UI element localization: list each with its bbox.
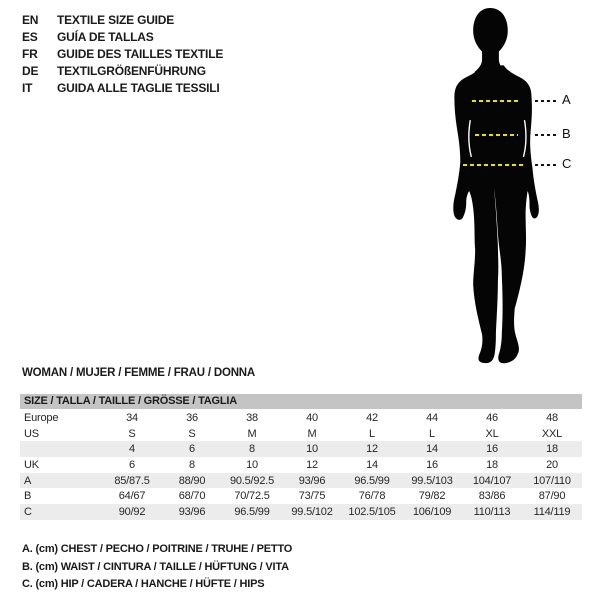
table-cell: 4 bbox=[129, 443, 135, 456]
table-cell: 90.5/92.5 bbox=[229, 474, 275, 487]
table-cell: 8 bbox=[189, 458, 195, 471]
table-cell: 6 bbox=[129, 458, 135, 471]
table-cell: 114/119 bbox=[533, 505, 571, 518]
language-code: EN bbox=[22, 13, 39, 27]
table-row bbox=[20, 457, 582, 473]
table-cell: 106/109 bbox=[412, 505, 452, 518]
table-row-label: B bbox=[24, 490, 32, 503]
table-cell: 10 bbox=[246, 458, 258, 471]
table-row-label: A bbox=[24, 474, 32, 487]
marker-label-b: B bbox=[562, 126, 571, 141]
table-cell: S bbox=[188, 427, 196, 440]
table-cell: L bbox=[369, 427, 375, 440]
table-cell: 48 bbox=[546, 411, 558, 424]
table-cell: 34 bbox=[126, 411, 138, 424]
table-cell: 102.5/105 bbox=[348, 505, 396, 518]
table-cell: XL bbox=[485, 427, 499, 440]
table-cell: 42 bbox=[366, 411, 378, 424]
measure-dashed-line-b bbox=[475, 134, 518, 136]
language-label: TEXTILE SIZE GUIDE bbox=[57, 13, 175, 27]
table-cell: 14 bbox=[426, 443, 438, 456]
table-cell: 14 bbox=[366, 458, 378, 471]
table-cell: 68/70 bbox=[178, 490, 206, 503]
table-cell: 107/110 bbox=[533, 474, 571, 487]
marker-label-a: A bbox=[562, 92, 571, 107]
table-cell: M bbox=[307, 427, 317, 440]
table-cell: 46 bbox=[486, 411, 498, 424]
table-row bbox=[20, 473, 582, 489]
table-cell: 18 bbox=[486, 458, 498, 471]
table-cell: 110/113 bbox=[473, 505, 511, 518]
table-cell: 104/107 bbox=[472, 474, 512, 487]
table-cell: 73/75 bbox=[298, 490, 326, 503]
language-label: GUIDE DES TAILLES TEXTILE bbox=[57, 47, 224, 61]
table-cell: XXL bbox=[541, 427, 563, 440]
leader-dotted-line-c bbox=[535, 164, 558, 166]
measure-dashed-line-c bbox=[463, 164, 524, 166]
table-cell: 38 bbox=[246, 411, 258, 424]
table-cell: 83/86 bbox=[478, 490, 506, 503]
leader-dotted-line-b bbox=[535, 134, 558, 136]
table-cell: 12 bbox=[366, 443, 378, 456]
table-cell: 88/90 bbox=[178, 474, 206, 487]
table-cell: 16 bbox=[426, 458, 438, 471]
language-label: GUÍA DE TALLAS bbox=[57, 30, 154, 44]
table-cell: 85/87.5 bbox=[114, 474, 150, 487]
language-code: ES bbox=[22, 30, 38, 44]
woman-body-shape bbox=[453, 65, 539, 363]
marker-label-c: C bbox=[562, 156, 572, 171]
table-row bbox=[20, 410, 582, 426]
table-cell: M bbox=[247, 427, 257, 440]
measurement-legend bbox=[22, 541, 292, 594]
language-code: DE bbox=[22, 64, 39, 78]
table-cell: 93/96 bbox=[298, 474, 326, 487]
table-cell: 40 bbox=[306, 411, 318, 424]
woman-head-shape bbox=[473, 8, 508, 72]
table-row bbox=[20, 488, 582, 504]
table-cell: 8 bbox=[249, 443, 255, 456]
language-code: IT bbox=[22, 81, 33, 95]
table-cell: 64/67 bbox=[118, 490, 146, 503]
table-row-label: US bbox=[24, 427, 39, 440]
measure-dashed-line-a bbox=[472, 100, 521, 102]
legend-row: A. (cm) CHEST / PECHO / POITRINE / TRUHE / PETTO bbox=[22, 543, 293, 555]
legend-row: B. (cm) WAIST / CINTURA / TAILLE / HÜFTUNG / VITA bbox=[22, 560, 289, 573]
table-cell: 70/72.5 bbox=[234, 490, 270, 503]
table-cell: 99.5/103 bbox=[411, 474, 453, 487]
table-cell: 96.5/99 bbox=[354, 474, 390, 487]
table-row-label: C bbox=[24, 505, 32, 518]
table-row bbox=[20, 426, 582, 442]
table-cell: 18 bbox=[546, 443, 558, 456]
table-row bbox=[20, 504, 582, 520]
table-cell: 12 bbox=[306, 458, 318, 471]
table-cell: 44 bbox=[426, 411, 438, 424]
table-row bbox=[20, 441, 582, 457]
legend-row: C. (cm) HIP / CADERA / HANCHE / HÜFTE / HIPS bbox=[22, 578, 265, 590]
table-cell: S bbox=[128, 427, 136, 440]
table-cell: 79/82 bbox=[418, 490, 446, 503]
table-cell: 93/96 bbox=[178, 505, 206, 518]
language-label: GUIDA ALLE TAGLIE TESSILI bbox=[57, 81, 220, 95]
table-row-label: Europe bbox=[24, 411, 59, 424]
table-cell: L bbox=[429, 427, 435, 440]
size-table-header: SIZE / TALLA / TAILLE / GRÖSSE / TAGLIA bbox=[20, 394, 582, 409]
table-cell: 10 bbox=[306, 443, 318, 456]
table-cell: 96.5/99 bbox=[234, 505, 270, 518]
woman-silhouette bbox=[428, 4, 548, 370]
table-cell: 87/90 bbox=[538, 490, 566, 503]
size-table-body bbox=[20, 410, 582, 520]
leader-dotted-line-a bbox=[535, 100, 558, 102]
table-row-label: UK bbox=[24, 458, 39, 471]
table-cell: 16 bbox=[486, 443, 498, 456]
gender-title: WOMAN / MUJER / FEMME / FRAU / DONNA bbox=[22, 367, 256, 379]
table-cell: 36 bbox=[186, 411, 198, 424]
table-cell: 20 bbox=[546, 458, 558, 471]
table-cell: 90/92 bbox=[118, 505, 146, 518]
size-table bbox=[20, 394, 582, 520]
table-cell: 6 bbox=[189, 443, 195, 456]
table-cell: 99.5/102 bbox=[291, 505, 333, 518]
table-cell: 76/78 bbox=[358, 490, 386, 503]
language-code: FR bbox=[22, 47, 38, 61]
language-label: TEXTILGRÖßENFÜHRUNG bbox=[57, 64, 206, 78]
